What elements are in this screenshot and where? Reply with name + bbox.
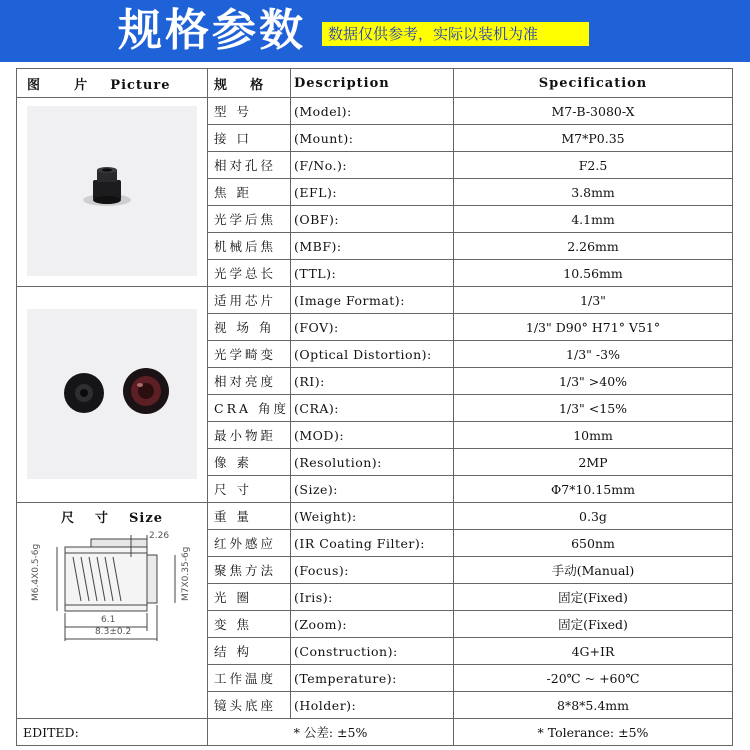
- row-value: 固定(Fixed): [454, 611, 733, 638]
- photo-cell-lens-pair: [17, 287, 208, 503]
- row-value: 8*8*5.4mm: [454, 692, 733, 719]
- row-name: 像 素: [208, 449, 291, 476]
- tolerance-cn: * 公差: ±5%: [208, 719, 454, 746]
- disclaimer-note: 数据仅供参考，实际以装机为准: [322, 22, 589, 46]
- row-value: 10.56mm: [454, 260, 733, 287]
- dim-mid-length: 6.1: [101, 615, 116, 625]
- row-value: M7-B-3080-X: [454, 98, 733, 125]
- row-desc: (Temperature):: [291, 665, 454, 692]
- row-value: 4G+IR: [454, 638, 733, 665]
- row-desc: (TTL):: [291, 260, 454, 287]
- dim-left-thread: M6.4X0.5-6g: [31, 543, 41, 601]
- row-name: 焦 距: [208, 179, 291, 206]
- row-desc: (Image Format):: [291, 287, 454, 314]
- row-name: 光学畸变: [208, 341, 291, 368]
- row-desc: (IR Coating Filter):: [291, 530, 454, 557]
- row-value: F2.5: [454, 152, 733, 179]
- row-name: 机械后焦: [208, 233, 291, 260]
- lens-pair-photo: [27, 309, 197, 479]
- row-desc: (Zoom):: [291, 611, 454, 638]
- row-value: M7*P0.35: [454, 125, 733, 152]
- row-name: 镜头底座: [208, 692, 291, 719]
- row-value: 3.8mm: [454, 179, 733, 206]
- row-desc: (Weight):: [291, 503, 454, 530]
- row-desc: (Iris):: [291, 584, 454, 611]
- row-value: 0.3g: [454, 503, 733, 530]
- row-value: Φ7*10.15mm: [454, 476, 733, 503]
- row-name: 光 圈: [208, 584, 291, 611]
- row-name: 型 号: [208, 98, 291, 125]
- row-desc: (OBF):: [291, 206, 454, 233]
- row-desc: (Resolution):: [291, 449, 454, 476]
- row-desc: (MBF):: [291, 233, 454, 260]
- row-value: 650nm: [454, 530, 733, 557]
- row-desc: (CRA):: [291, 395, 454, 422]
- row-desc: (RI):: [291, 368, 454, 395]
- row-desc: (Mount):: [291, 125, 454, 152]
- row-value: 2.26mm: [454, 233, 733, 260]
- row-name: 适用芯片: [208, 287, 291, 314]
- row-value: 1/3" -3%: [454, 341, 733, 368]
- row-value: 10mm: [454, 422, 733, 449]
- row-name: 相对亮度: [208, 368, 291, 395]
- header-picture: 图 片 Picture: [17, 69, 208, 98]
- row-name: CRA 角度: [208, 395, 291, 422]
- header-row: [17, 69, 733, 98]
- row-desc: (Construction):: [291, 638, 454, 665]
- row-desc: (Optical Distortion):: [291, 341, 454, 368]
- header-specification: Specification: [454, 69, 733, 98]
- dim-right-thread: M7X0.35-6g: [181, 546, 191, 601]
- size-drawing-cell: [17, 503, 208, 719]
- row-name: 相对孔径: [208, 152, 291, 179]
- row-name: 视 场 角: [208, 314, 291, 341]
- row-value: 手动(Manual): [454, 557, 733, 584]
- footer-row: [17, 719, 733, 746]
- row-value: 1/3" D90° H71° V51°: [454, 314, 733, 341]
- row-name: 工作温度: [208, 665, 291, 692]
- row-name: 最小物距: [208, 422, 291, 449]
- page-title: 规格参数: [118, 5, 306, 56]
- row-value: -20℃ ~ +60℃: [454, 665, 733, 692]
- row-value: 2MP: [454, 449, 733, 476]
- row-desc: (FOV):: [291, 314, 454, 341]
- photo-cell-lens: [17, 98, 208, 287]
- row-desc: (Holder):: [291, 692, 454, 719]
- dim-total-length: 8.3±0.2: [95, 627, 132, 637]
- tolerance-en: * Tolerance: ±5%: [454, 719, 733, 746]
- spec-table: [16, 68, 733, 746]
- row-name: 光学总长: [208, 260, 291, 287]
- row-value: 1/3": [454, 287, 733, 314]
- row-name: 红外感应: [208, 530, 291, 557]
- row-desc: (MOD):: [291, 422, 454, 449]
- dim-top-length: 2.26: [149, 531, 170, 541]
- row-name: 光学后焦: [208, 206, 291, 233]
- lens-photo: [27, 106, 197, 276]
- row-name: 尺 寸: [208, 476, 291, 503]
- edited-label: EDITED:: [17, 719, 208, 746]
- row-value: 1/3" <15%: [454, 395, 733, 422]
- row-name: 聚焦方法: [208, 557, 291, 584]
- row-value: 1/3" >40%: [454, 368, 733, 395]
- row-name: 结 构: [208, 638, 291, 665]
- size-title: 尺 寸 Size: [60, 511, 163, 526]
- row-name: 重 量: [208, 503, 291, 530]
- row-value: 固定(Fixed): [454, 584, 733, 611]
- row-desc: (Focus):: [291, 557, 454, 584]
- header-spec-cn: 规 格: [208, 69, 291, 98]
- row-desc: (Model):: [291, 98, 454, 125]
- table-row: [17, 503, 733, 530]
- header-description: Description: [291, 69, 454, 98]
- row-desc: (EFL):: [291, 179, 454, 206]
- row-name: 变 焦: [208, 611, 291, 638]
- title-banner: [0, 0, 750, 62]
- table-row: [17, 287, 733, 314]
- row-desc: (Size):: [291, 476, 454, 503]
- row-value: 4.1mm: [454, 206, 733, 233]
- table-row: [17, 98, 733, 125]
- row-name: 接 口: [208, 125, 291, 152]
- row-desc: (F/No.):: [291, 152, 454, 179]
